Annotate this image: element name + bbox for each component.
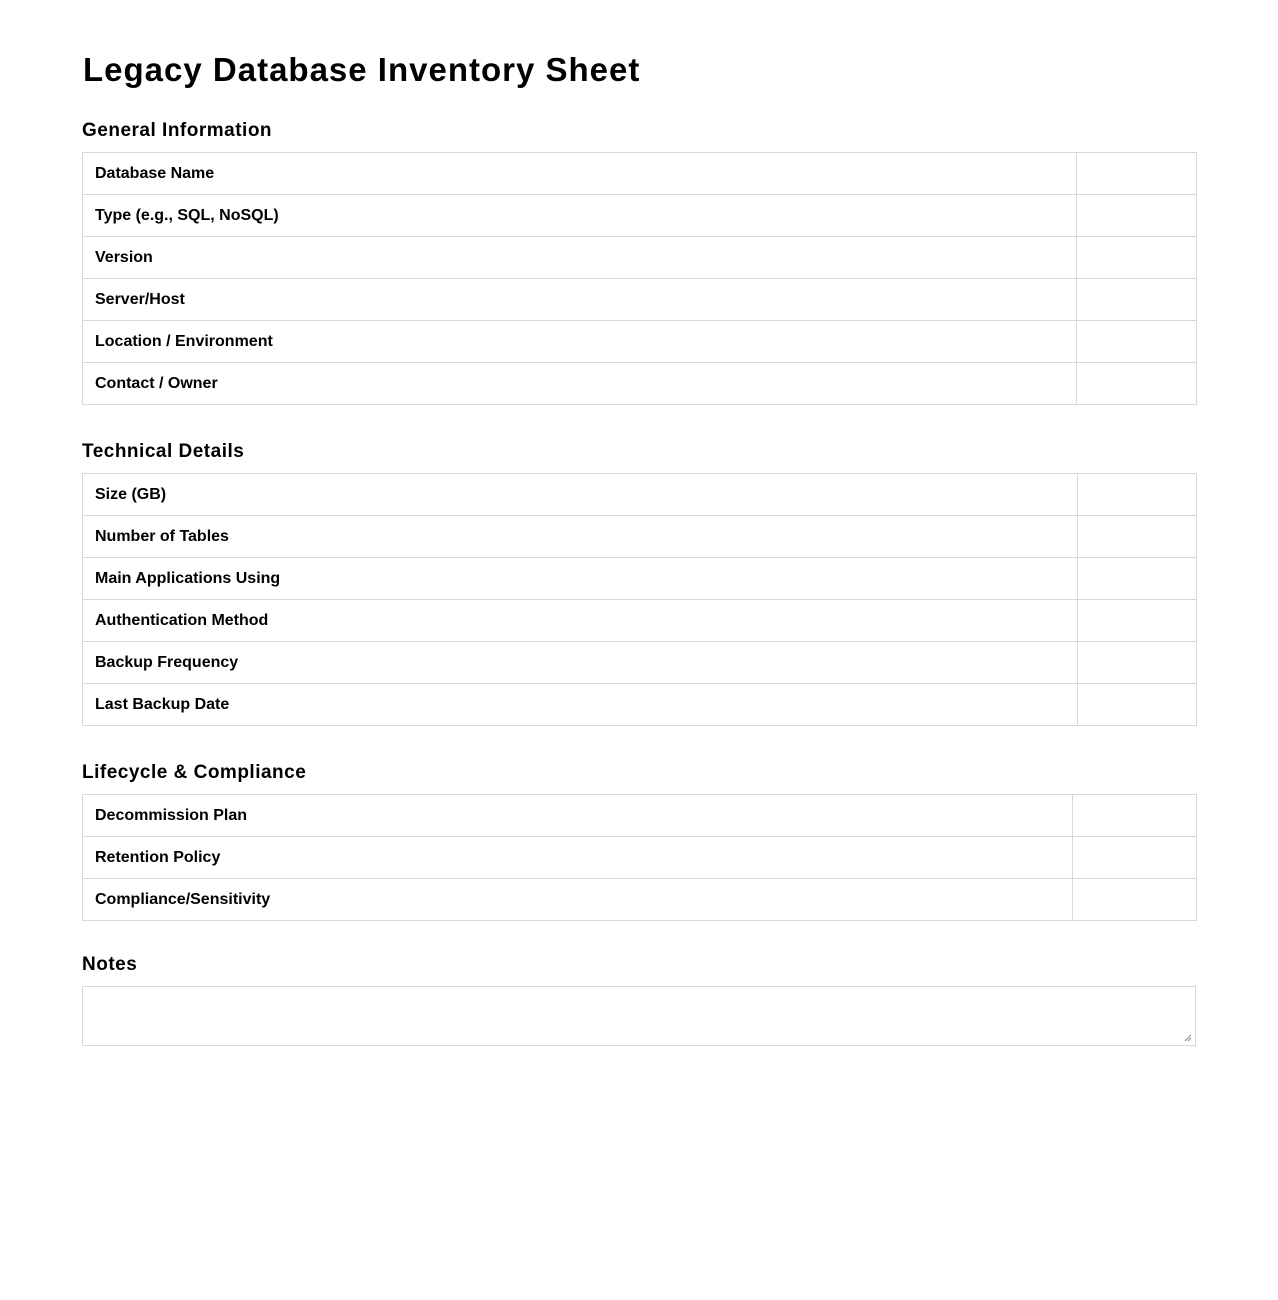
field-value-number-of-tables[interactable] [1078,516,1197,558]
general-information-table [82,152,1197,405]
field-label-location-environment: Location / Environment [83,321,1077,363]
table-row [83,237,1197,279]
table-row [83,558,1197,600]
resize-grip-icon[interactable] [1184,1034,1192,1042]
field-label-size-gb: Size (GB) [83,474,1078,516]
field-value-database-name[interactable] [1077,153,1197,195]
table-row [83,474,1197,516]
section-title-general: General Information [82,120,273,141]
field-value-contact-owner[interactable] [1077,363,1197,405]
field-label-contact-owner: Contact / Owner [83,363,1077,405]
field-value-last-backup-date[interactable] [1078,684,1197,726]
table-row [83,642,1197,684]
lifecycle-compliance-table [82,794,1197,921]
field-label-database-name: Database Name [83,153,1077,195]
field-label-authentication-method: Authentication Method [83,600,1078,642]
section-general-information [82,120,1196,405]
field-label-decommission-plan: Decommission Plan [83,795,1073,837]
section-technical-details [82,441,1196,726]
table-row [83,321,1197,363]
page-title: Legacy Database Inventory Sheet [83,51,641,88]
technical-details-table [82,473,1197,726]
notes-textarea[interactable] [82,986,1196,1046]
field-value-authentication-method[interactable] [1078,600,1197,642]
field-label-server-host: Server/Host [83,279,1077,321]
field-label-retention-policy: Retention Policy [83,837,1073,879]
field-value-retention-policy[interactable] [1073,837,1197,879]
field-value-decommission-plan[interactable] [1073,795,1197,837]
table-row [83,363,1197,405]
field-value-backup-frequency[interactable] [1078,642,1197,684]
field-label-number-of-tables: Number of Tables [83,516,1078,558]
field-label-backup-frequency: Backup Frequency [83,642,1078,684]
section-title-notes: Notes [82,954,138,975]
field-value-size-gb[interactable] [1078,474,1197,516]
field-value-main-applications[interactable] [1078,558,1197,600]
table-row [83,879,1197,921]
section-title-lifecycle: Lifecycle & Compliance [82,762,307,783]
field-label-version: Version [83,237,1077,279]
field-label-main-applications: Main Applications Using [83,558,1078,600]
field-value-version[interactable] [1077,237,1197,279]
table-row [83,153,1197,195]
section-notes [82,954,1196,1046]
table-row [83,600,1197,642]
table-row [83,195,1197,237]
table-row [83,516,1197,558]
table-row [83,684,1197,726]
table-row [83,279,1197,321]
field-value-compliance-sensitivity[interactable] [1073,879,1197,921]
table-row [83,795,1197,837]
field-label-compliance-sensitivity: Compliance/Sensitivity [83,879,1073,921]
field-value-location-environment[interactable] [1077,321,1197,363]
section-title-technical: Technical Details [82,441,245,462]
field-label-last-backup-date: Last Backup Date [83,684,1078,726]
field-value-server-host[interactable] [1077,279,1197,321]
table-row [83,837,1197,879]
field-value-type[interactable] [1077,195,1197,237]
field-label-type: Type (e.g., SQL, NoSQL) [83,195,1077,237]
section-lifecycle-compliance [82,762,1196,921]
